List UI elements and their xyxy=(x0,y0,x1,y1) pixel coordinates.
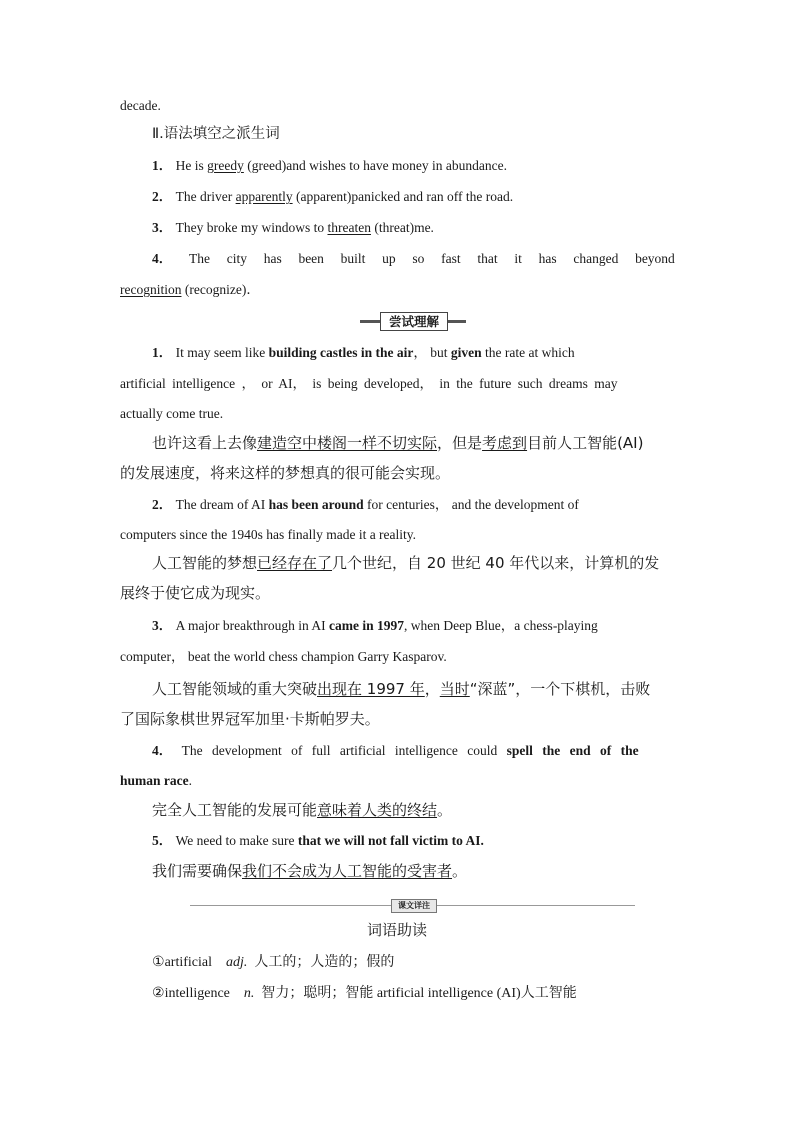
exercise-1: 1． He is greedy (greed)and wishes to have money in abundance. xyxy=(152,158,508,173)
answer-3: threaten xyxy=(327,220,371,235)
sentence-1-en-line3: actually come true. xyxy=(120,406,224,421)
exercise-4-line2: recognition (recognize)． xyxy=(120,282,260,297)
answer-1: greedy xyxy=(207,158,244,173)
exercise-4-line1: 4． The city has been built up so fast that it has changed beyond xyxy=(152,251,675,266)
answer-4: recognition xyxy=(120,282,182,297)
vocab-title: 词语助读 xyxy=(366,921,427,939)
vocab-item-2: ②intelligence n. 智力；聪明；智能 artificial intelligence (AI)人工智能 xyxy=(152,985,577,1001)
section-heading: Ⅱ.语法填空之派生词 xyxy=(152,126,280,142)
sentence-1-en-line1: 1． It may seem like building castles in the air， but given the rate at which xyxy=(152,345,575,360)
sentence-5-en: 5． We need to make sure that we will not fall victim to AI. xyxy=(152,833,484,848)
sentence-1-en-line2: artificial intelligence ， or AI， is being developed， in the future such dreams may xyxy=(120,376,618,391)
exercise-3: 3． They broke my windows to threaten (threat)me. xyxy=(152,220,434,235)
sentence-3-en-line1: 3． A major breakthrough in AI came in 1997, when Deep Blue，a chess-playing xyxy=(152,618,598,633)
sentence-3-en-line2: computer， beat the world chess champion Garry Kasparov. xyxy=(120,649,447,664)
sentence-4-zh: 完全人工智能的发展可能意味着人类的终结。 xyxy=(152,801,453,819)
sentence-2-zh-line2: 展终于使它成为现实。 xyxy=(120,584,271,602)
sentence-2-en-line2: computers since the 1940s has finally made it a reality. xyxy=(120,527,417,542)
try-understand-badge: 尝试理解 xyxy=(380,312,448,331)
answer-2: apparently xyxy=(235,189,293,204)
sentence-4-en-line1: 4． The development of full artificial intelligence could spell the end of the xyxy=(152,743,639,758)
try-understand-banner xyxy=(360,312,466,330)
sentence-5-zh: 我们需要确保我们不会成为人工智能的受害者。 xyxy=(152,862,468,880)
exercise-2: 2． The driver apparently (apparent)panicked and ran off the road. xyxy=(152,189,514,204)
sentence-3-zh-line1: 人工智能领域的重大突破出现在 1997 年，当时“深蓝”，一个下棋机，击败 xyxy=(152,680,651,698)
sentence-1-zh-line1: 也许这看上去像建造空中楼阁一样不切实际，但是考虑到目前人工智能(AI) xyxy=(152,434,644,452)
sentence-1-zh-line2: 的发展速度，将来这样的梦想真的很可能会实现。 xyxy=(120,464,451,482)
sentence-4-en-line2: human race. xyxy=(120,773,192,788)
notes-badge: 课文详注 xyxy=(391,899,437,913)
sentence-2-zh-line1: 人工智能的梦想已经存在了几个世纪，自 20 世纪 40 年代以来，计算机的发 xyxy=(152,554,660,572)
decade-text: decade. xyxy=(120,98,161,113)
sentence-3-zh-line2: 了国际象棋世界冠军加里·卡斯帕罗夫。 xyxy=(120,710,380,728)
vocab-item-1: ①artificial adj. 人工的；人造的；假的 xyxy=(152,954,395,970)
sentence-2-en-line1: 2． The dream of AI has been around for centuries， and the development of xyxy=(152,497,579,512)
